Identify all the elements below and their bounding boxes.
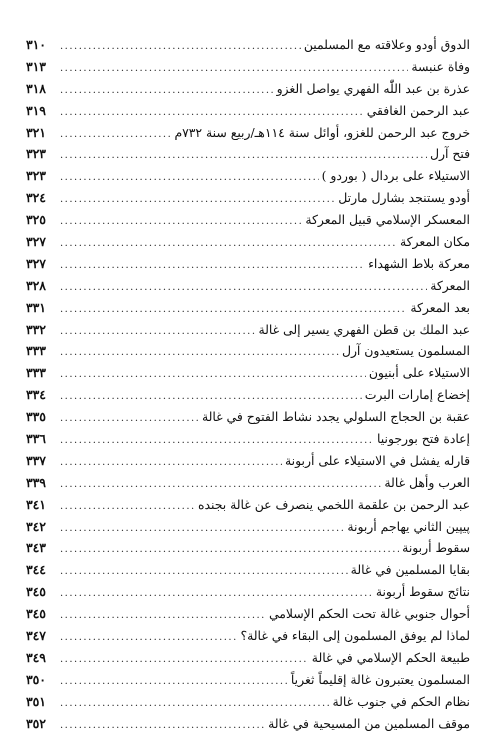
toc-entry-title: المعركة — [430, 277, 470, 293]
toc-entry-title: إعادة فتح بورجونيا — [376, 431, 470, 447]
toc-entry — [26, 450, 470, 472]
toc-entry — [26, 406, 470, 428]
toc-leader-dots — [60, 124, 171, 146]
toc-entry-title: الاستيلاء على أبنيون — [368, 365, 470, 381]
toc-entry-page-number: ٣٤٥ — [26, 584, 46, 600]
toc-entry — [26, 209, 470, 231]
toc-entry-title: معركة بلاط الشهداء — [368, 255, 470, 271]
table-of-contents — [26, 34, 470, 735]
toc-leader-dots — [60, 715, 265, 737]
toc-leader-dots — [60, 474, 381, 496]
toc-leader-dots — [60, 102, 364, 124]
toc-leader-dots — [60, 539, 399, 561]
toc-leader-dots — [60, 36, 301, 58]
toc-entry-title: أودو يستنجد بشارل مارتل — [338, 190, 470, 206]
toc-entry — [26, 559, 470, 581]
toc-entry-title: عقبة بن الحجاج السلولي يجدد نشاط الفتوح في غالة — [201, 409, 470, 425]
toc-entry — [26, 319, 470, 341]
toc-entry-page-number: ٣٢٧ — [26, 255, 46, 271]
toc-leader-dots — [60, 649, 309, 671]
toc-entry-page-number: ٣٥٠ — [26, 671, 46, 687]
toc-leader-dots — [60, 452, 282, 474]
toc-entry — [26, 581, 470, 603]
toc-entry — [26, 340, 470, 362]
toc-leader-dots — [60, 671, 288, 693]
toc-entry — [26, 494, 470, 516]
toc-leader-dots — [60, 167, 319, 189]
toc-entry — [26, 187, 470, 209]
toc-entry — [26, 713, 470, 735]
toc-entry-title: موقف المسلمين من المسيحية في غالة — [268, 715, 470, 731]
toc-entry — [26, 384, 470, 406]
toc-entry-page-number: ٣٣٧ — [26, 452, 46, 468]
toc-entry-title: خروج عبد الرحمن للغزو، أوائل سنة ١١٤هـ/ربيع سنة ٧٣٢م — [174, 124, 470, 140]
toc-entry-title: پيپين الثاني يهاجم أربونة — [347, 518, 470, 534]
toc-entry-page-number: ٣٢٣ — [26, 146, 46, 162]
toc-entry-title: الدوق أودو وعلاقته مع المسلمين — [303, 37, 470, 52]
toc-entry — [26, 669, 470, 691]
toc-leader-dots — [60, 299, 407, 321]
toc-leader-dots — [60, 364, 366, 386]
toc-entry — [26, 625, 470, 647]
toc-leader-dots — [60, 211, 302, 233]
toc-entry-title: أحوال جنوبي غالة تحت الحكم الإسلامي — [268, 606, 470, 622]
toc-entry — [26, 647, 470, 669]
toc-entry-title: بقايا المسلمين في غالة — [350, 562, 470, 578]
toc-entry-page-number: ٣٣١ — [26, 299, 46, 315]
toc-leader-dots — [60, 430, 374, 452]
toc-entry-page-number: ٣٤٧ — [26, 628, 46, 644]
toc-entry — [26, 428, 470, 450]
toc-leader-dots — [60, 518, 344, 540]
toc-entry-page-number: ٣٤١ — [26, 496, 46, 512]
toc-entry — [26, 691, 470, 713]
toc-entry — [26, 516, 470, 538]
toc-entry-page-number: ٣٤٢ — [26, 518, 46, 534]
toc-entry-page-number: ٣١٩ — [26, 102, 46, 118]
toc-entry-title: المسلمون يستعيدون آرل — [341, 343, 470, 359]
toc-entry-title: نتائج سقوط أربونة — [375, 584, 470, 600]
toc-leader-dots — [60, 583, 373, 605]
toc-entry-page-number: ٣٤٩ — [26, 649, 46, 665]
toc-entry-page-number: ٣٢٣ — [26, 168, 46, 184]
toc-entry-page-number: ٣١٨ — [26, 80, 46, 96]
toc-entry-title: عبد الملك بن قطن الفهري يسير إلى غالة — [258, 321, 470, 337]
toc-entry-title: فتح آرل — [429, 146, 470, 162]
toc-entry-title: عبد الرحمن الغافقي — [366, 102, 470, 118]
toc-entry-title: الاستيلاء على بردال ( بوردو ) — [321, 168, 470, 184]
toc-entry-page-number: ٣٣٩ — [26, 474, 46, 490]
toc-entry-title: نظام الحكم في جنوب غالة — [332, 693, 470, 709]
toc-entry-title: سقوط أربونة — [402, 540, 470, 556]
toc-entry-title: لماذا لم يوفق المسلمون إلى البقاء في غالة؟ — [240, 628, 470, 644]
toc-leader-dots — [60, 408, 199, 430]
toc-entry — [26, 362, 470, 384]
toc-entry — [26, 122, 470, 144]
toc-entry-title: العرب وأهل غالة — [384, 474, 470, 490]
toc-entry-page-number: ٣٣٢ — [26, 321, 46, 337]
toc-entry-page-number: ٣٢٧ — [26, 234, 46, 250]
toc-entry-title: طبيعة الحكم الإسلامي في غالة — [311, 649, 470, 665]
toc-leader-dots — [60, 189, 335, 211]
toc-leader-dots — [60, 58, 408, 80]
toc-entry-page-number: ٣٢٨ — [26, 277, 46, 293]
toc-entry — [26, 537, 470, 559]
toc-entry-page-number: ٣٥٢ — [26, 715, 46, 731]
toc-entry — [26, 472, 470, 494]
toc-leader-dots — [60, 496, 195, 518]
toc-entry-page-number: ٣٣٣ — [26, 365, 46, 381]
toc-entry-page-number: ٣٣٦ — [26, 431, 46, 447]
toc-entry-page-number: ٣٣٤ — [26, 387, 46, 403]
toc-entry-title: قارله يفشل في الاستيلاء على أربونة — [285, 452, 470, 468]
toc-entry-page-number: ٣٢١ — [26, 124, 46, 140]
toc-entry-title: المسلمون يعتبرون غالة إقليماً ثغرياً — [290, 671, 470, 687]
toc-leader-dots — [60, 255, 365, 277]
toc-leader-dots — [60, 145, 427, 167]
toc-leader-dots — [60, 342, 339, 364]
toc-leader-dots — [60, 627, 238, 649]
toc-entry-title: عذرة بن عبد اللّٰه الفهري يواصل الغزو — [276, 80, 470, 96]
toc-leader-dots — [60, 605, 266, 627]
toc-entry-title: وفاة عنبسة — [411, 58, 470, 74]
toc-entry — [26, 165, 470, 187]
toc-entry-title: عبد الرحمن بن علقمة اللخمي ينصرف عن غالة بجنده — [197, 496, 470, 512]
toc-entry-page-number: ٣٤٥ — [26, 606, 46, 622]
toc-entry-title: بعد المعركة — [410, 299, 470, 315]
toc-entry — [26, 143, 470, 165]
toc-entry — [26, 603, 470, 625]
toc-entry — [26, 100, 470, 122]
toc-entry-page-number: ٣٣٥ — [26, 409, 46, 425]
toc-leader-dots — [60, 693, 329, 715]
toc-entry — [26, 275, 470, 297]
toc-entry — [26, 78, 470, 100]
toc-entry-page-number: ٣١٠ — [26, 37, 46, 52]
toc-entry-page-number: ٣٢٥ — [26, 212, 46, 228]
toc-leader-dots — [60, 561, 348, 583]
toc-entry-title: إخضاع إمارات البرت — [364, 387, 470, 403]
toc-entry-page-number: ٣١٣ — [26, 58, 46, 74]
toc-leader-dots — [60, 233, 397, 255]
toc-entry-title: مكان المعركة — [399, 234, 470, 250]
toc-leader-dots — [60, 321, 255, 343]
toc-entry-title: المعسكر الإسلامي قبيل المعركة — [305, 212, 470, 228]
toc-entry-page-number: ٣٢٤ — [26, 190, 46, 206]
toc-leader-dots — [60, 277, 427, 299]
toc-entry-page-number: ٣٤٤ — [26, 562, 46, 578]
toc-entry — [26, 231, 470, 253]
toc-entry — [26, 253, 470, 275]
toc-entry-page-number: ٣٤٣ — [26, 540, 46, 556]
toc-entry — [26, 56, 470, 78]
toc-entry — [26, 297, 470, 319]
toc-leader-dots — [60, 386, 362, 408]
toc-entry — [26, 34, 470, 56]
toc-entry-page-number: ٣٥١ — [26, 693, 46, 709]
toc-leader-dots — [60, 80, 274, 102]
toc-entry-page-number: ٣٣٣ — [26, 343, 46, 359]
